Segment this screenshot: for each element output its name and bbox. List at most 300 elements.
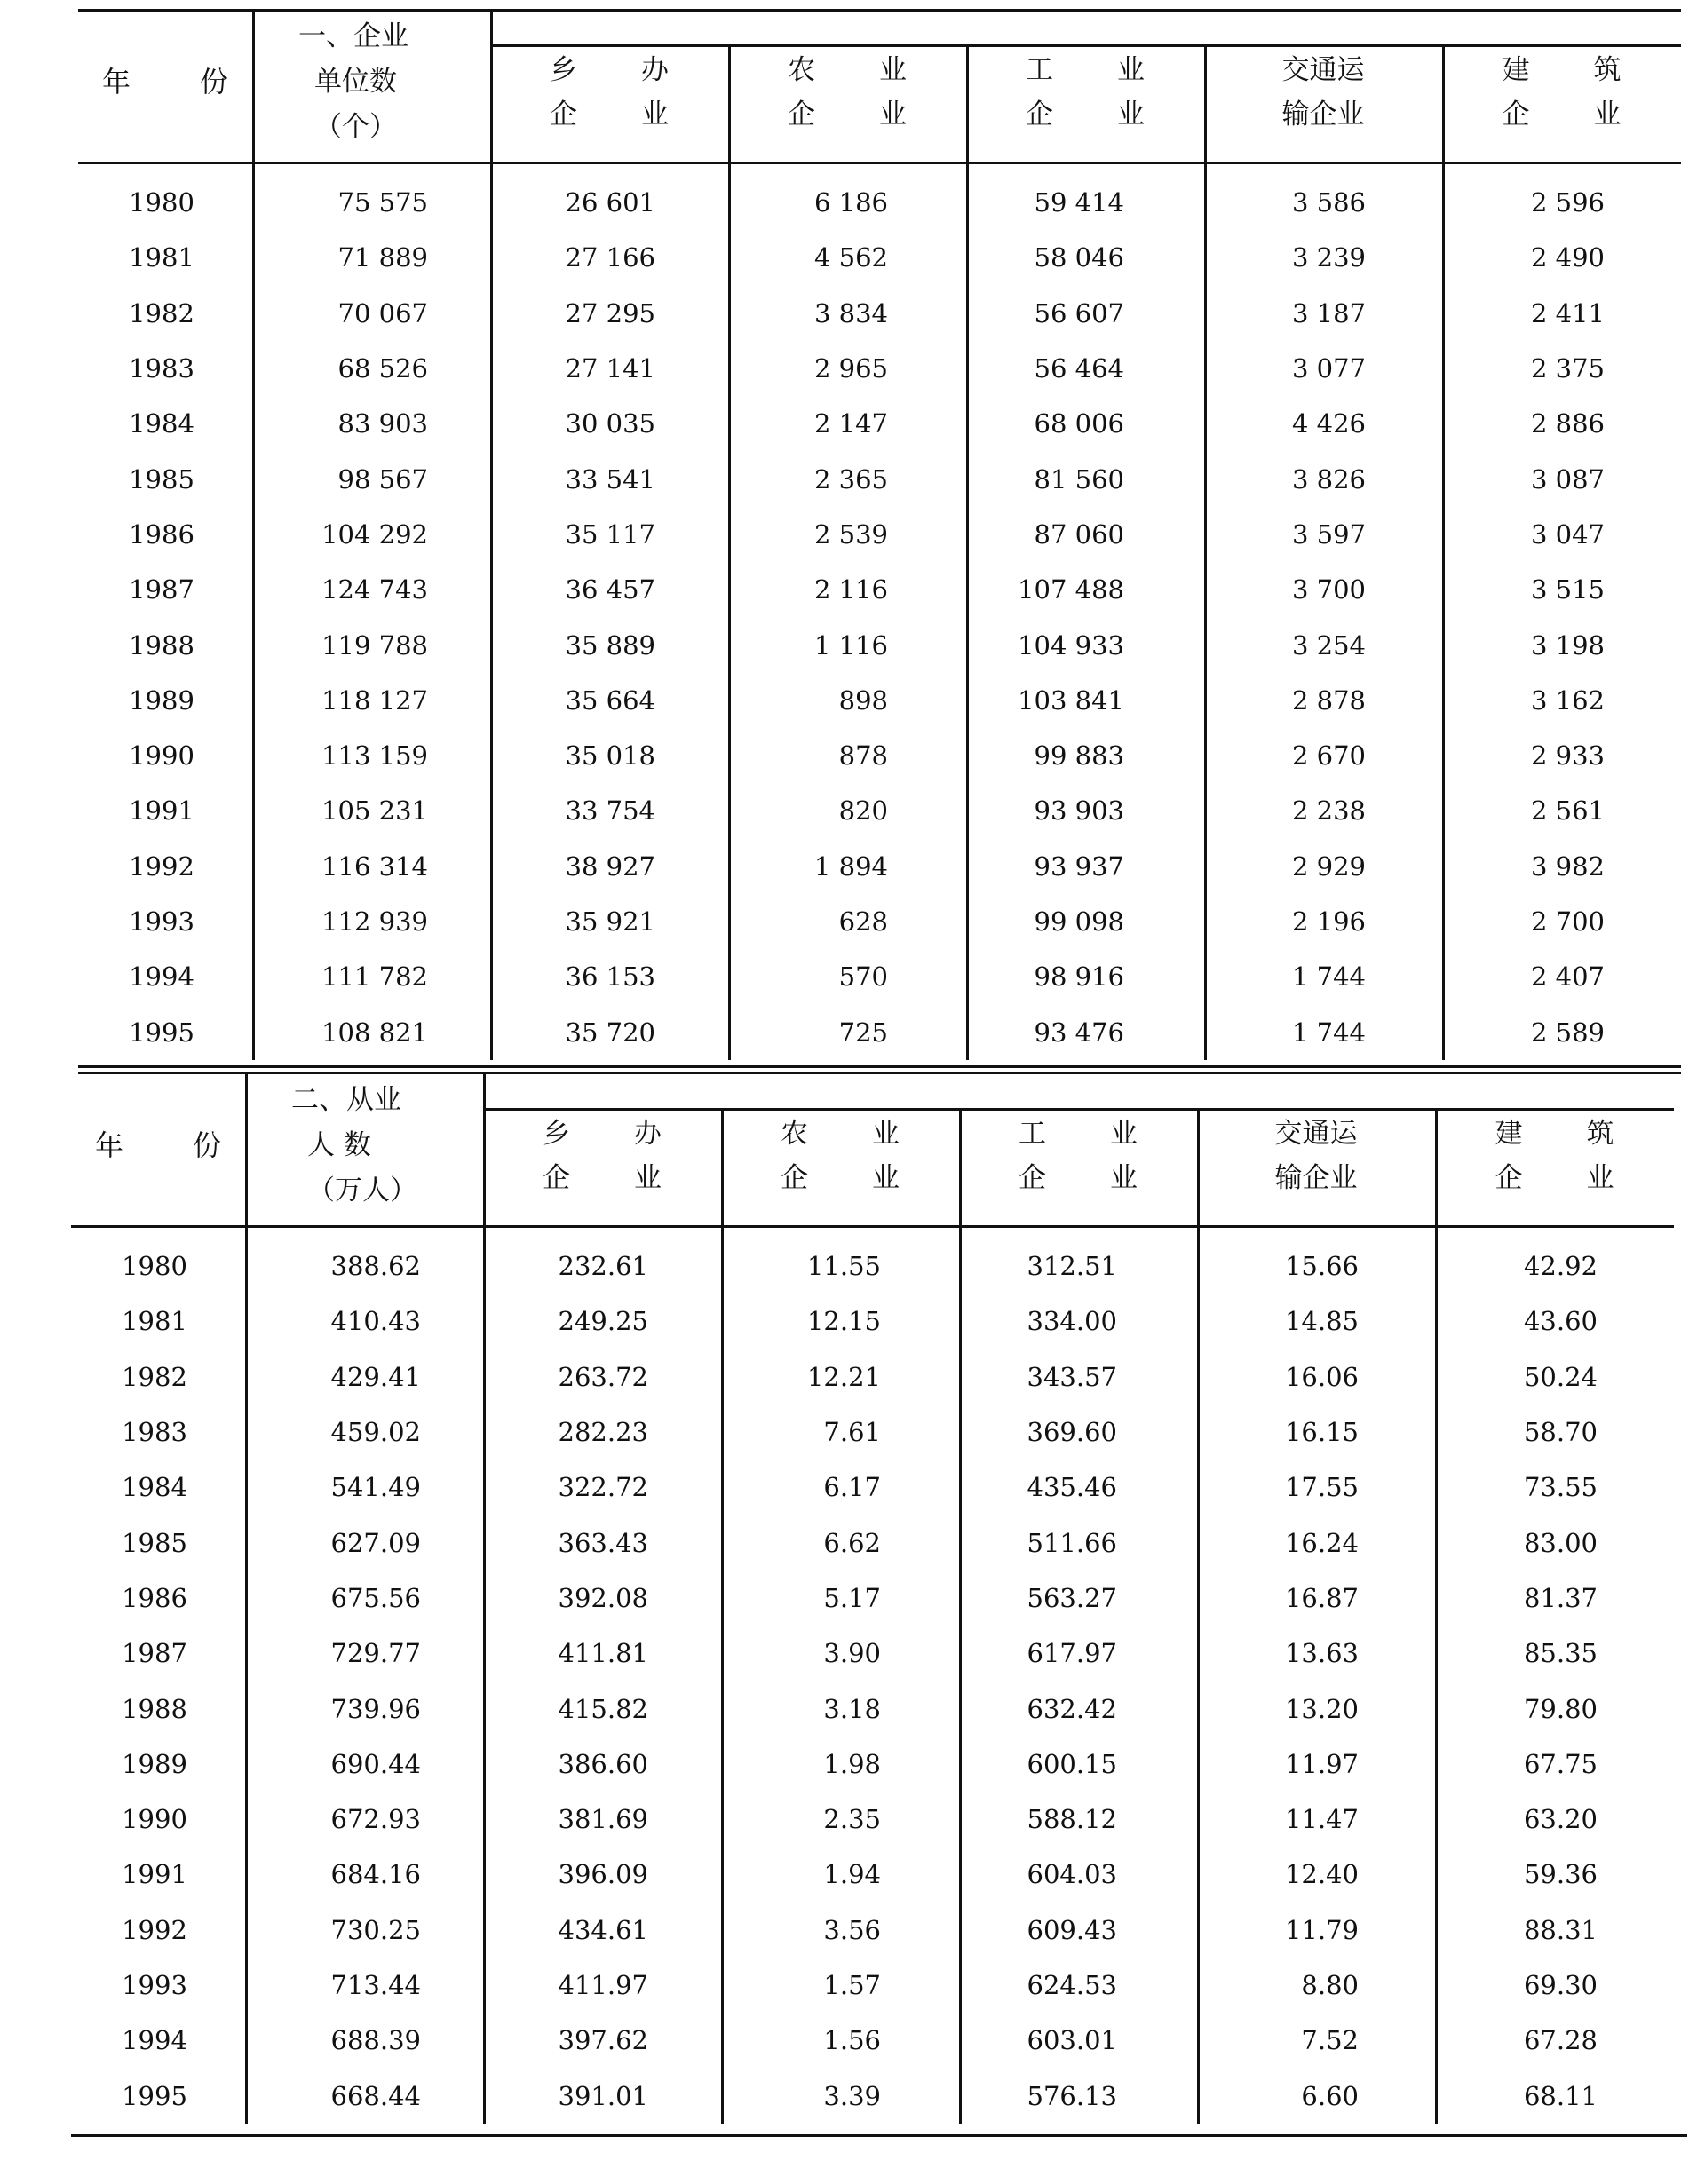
col-header-text: 筑 bbox=[1593, 54, 1622, 86]
section1-col-header bbox=[728, 48, 966, 137]
col-header-text: 业 bbox=[634, 1162, 662, 1194]
value-cell: 1.56 bbox=[823, 2025, 881, 2056]
value-cell: 26 601 bbox=[565, 187, 655, 218]
value-cell: 35 921 bbox=[565, 906, 655, 937]
col-header-text: 农 bbox=[788, 54, 815, 86]
value-cell: 6.62 bbox=[823, 1527, 881, 1558]
col-header-line bbox=[959, 1156, 1197, 1200]
value-cell: 3 077 bbox=[1291, 353, 1366, 384]
value-cell: 85.35 bbox=[1523, 1638, 1598, 1669]
table-row bbox=[71, 1405, 1674, 1460]
year-cell: 1987 bbox=[122, 1638, 187, 1669]
value-cell: 392.08 bbox=[558, 1582, 648, 1613]
value-cell: 415.82 bbox=[558, 1693, 648, 1724]
value-cell: 81 560 bbox=[1034, 463, 1124, 495]
col-header-text: 业 bbox=[879, 54, 907, 86]
value-cell: 7.61 bbox=[823, 1417, 881, 1448]
value-cell: 3 087 bbox=[1530, 463, 1605, 495]
col-header-text: 企 bbox=[788, 99, 815, 131]
column-divider bbox=[245, 1074, 248, 1225]
col-header-text: 业 bbox=[641, 99, 669, 131]
col-header-line bbox=[728, 48, 966, 92]
col-header-line bbox=[966, 48, 1204, 92]
col-header-text: 业 bbox=[1117, 99, 1145, 131]
year-cell: 1989 bbox=[122, 1748, 187, 1779]
subheader-rule bbox=[483, 1108, 1674, 1111]
year-cell: 1981 bbox=[129, 242, 194, 273]
year-cell: 1984 bbox=[122, 1472, 187, 1503]
value-cell: 98 567 bbox=[337, 463, 428, 495]
section2-table bbox=[71, 1074, 1674, 2134]
value-cell: 3.56 bbox=[823, 1914, 881, 1945]
value-cell: 30 035 bbox=[565, 408, 655, 439]
value-cell: 103 841 bbox=[1018, 684, 1124, 716]
value-cell: 93 937 bbox=[1034, 851, 1124, 882]
value-cell: 604.03 bbox=[1027, 1859, 1117, 1890]
col-header-line bbox=[1435, 1156, 1674, 1200]
section1-col-header bbox=[490, 48, 728, 137]
value-cell: 411.81 bbox=[558, 1638, 648, 1669]
year-cell: 1989 bbox=[129, 684, 194, 716]
value-cell: 112 939 bbox=[321, 906, 428, 937]
value-cell: 8.80 bbox=[1301, 1970, 1359, 2000]
col-header-text: 工 bbox=[1026, 54, 1053, 86]
year-cell: 1990 bbox=[129, 740, 194, 772]
value-cell: 33 754 bbox=[565, 795, 655, 827]
value-cell: 2 886 bbox=[1530, 408, 1605, 439]
table-row bbox=[71, 1515, 1674, 1570]
section1-col-header bbox=[1204, 48, 1442, 137]
value-cell: 617.97 bbox=[1027, 1638, 1117, 1669]
col-header-text: 业 bbox=[1586, 1162, 1614, 1194]
table-row bbox=[78, 839, 1681, 894]
value-cell: 11.47 bbox=[1284, 1804, 1359, 1835]
value-cell: 7.52 bbox=[1301, 2025, 1359, 2056]
subheader-rule bbox=[490, 44, 1681, 47]
value-cell: 282.23 bbox=[558, 1417, 648, 1448]
value-cell: 43.60 bbox=[1523, 1306, 1598, 1337]
value-cell: 99 098 bbox=[1034, 906, 1124, 937]
value-cell: 17.55 bbox=[1284, 1472, 1359, 1503]
value-cell: 410.43 bbox=[330, 1306, 421, 1337]
value-cell: 3.18 bbox=[823, 1693, 881, 1724]
col-header-text: 乡 bbox=[543, 1118, 570, 1150]
col-header-text: 办 bbox=[634, 1118, 662, 1150]
section1-table bbox=[78, 11, 1681, 1071]
value-cell: 16.24 bbox=[1284, 1527, 1359, 1558]
total-header-line: （万人） bbox=[307, 1175, 417, 1207]
value-cell: 35 664 bbox=[565, 684, 655, 716]
col-header-text: 业 bbox=[1117, 54, 1145, 86]
value-cell: 570 bbox=[838, 961, 888, 993]
year-cell: 1988 bbox=[122, 1693, 187, 1724]
col-header-line bbox=[1442, 48, 1681, 92]
value-cell: 11.79 bbox=[1284, 1914, 1359, 1945]
value-cell: 83.00 bbox=[1523, 1527, 1598, 1558]
table-row bbox=[71, 1460, 1674, 1515]
value-cell: 2 933 bbox=[1530, 740, 1605, 772]
table-row bbox=[78, 286, 1681, 341]
value-cell: 369.60 bbox=[1027, 1417, 1117, 1448]
value-cell: 35 889 bbox=[565, 629, 655, 661]
table-row bbox=[78, 728, 1681, 783]
value-cell: 104 933 bbox=[1018, 629, 1124, 661]
value-cell: 11.97 bbox=[1284, 1748, 1359, 1779]
value-cell: 68 526 bbox=[337, 353, 428, 384]
value-cell: 63.20 bbox=[1523, 1804, 1598, 1835]
col-header-text: 企 bbox=[550, 99, 577, 131]
value-cell: 6 186 bbox=[813, 187, 888, 218]
col-header-text: 输企业 bbox=[1274, 1162, 1358, 1194]
table-row bbox=[78, 617, 1681, 672]
table-row bbox=[78, 396, 1681, 451]
value-cell: 3 254 bbox=[1291, 629, 1366, 661]
value-cell: 386.60 bbox=[558, 1748, 648, 1779]
value-cell: 1 894 bbox=[813, 851, 888, 882]
section1-col-header bbox=[1442, 48, 1681, 137]
value-cell: 2 407 bbox=[1530, 961, 1605, 993]
section2-col-header bbox=[1435, 1112, 1674, 1200]
value-cell: 11.55 bbox=[806, 1251, 881, 1282]
value-cell: 2 365 bbox=[813, 463, 888, 495]
value-cell: 343.57 bbox=[1027, 1361, 1117, 1392]
total-header-line: 一、企业 bbox=[298, 20, 408, 52]
value-cell: 6.60 bbox=[1301, 2080, 1359, 2111]
value-cell: 1 744 bbox=[1291, 1017, 1366, 1048]
value-cell: 59 414 bbox=[1034, 187, 1124, 218]
value-cell: 334.00 bbox=[1027, 1306, 1117, 1337]
year-cell: 1983 bbox=[122, 1417, 187, 1448]
col-header-line bbox=[1435, 1112, 1674, 1156]
col-header-line bbox=[728, 92, 966, 137]
col-header-line bbox=[490, 92, 728, 137]
section2-col-header bbox=[483, 1112, 721, 1200]
section2-col-header bbox=[1197, 1112, 1435, 1200]
value-cell: 263.72 bbox=[558, 1361, 648, 1392]
table-row bbox=[71, 1571, 1674, 1626]
value-cell: 68.11 bbox=[1523, 2080, 1598, 2111]
value-cell: 27 295 bbox=[565, 297, 655, 328]
value-cell: 58 046 bbox=[1034, 242, 1124, 273]
section1-header bbox=[78, 11, 1681, 164]
value-cell: 58.70 bbox=[1523, 1417, 1598, 1448]
col-header-text: 业 bbox=[1110, 1118, 1138, 1150]
col-header-text: 筑 bbox=[1586, 1118, 1614, 1150]
value-cell: 13.20 bbox=[1284, 1693, 1359, 1724]
value-cell: 12.15 bbox=[806, 1306, 881, 1337]
value-cell: 322.72 bbox=[558, 1472, 648, 1503]
value-cell: 2 589 bbox=[1530, 1017, 1605, 1048]
year-cell: 1980 bbox=[122, 1251, 187, 1282]
value-cell: 232.61 bbox=[558, 1251, 648, 1282]
value-cell: 124 743 bbox=[321, 574, 428, 605]
value-cell: 79.80 bbox=[1523, 1693, 1598, 1724]
value-cell: 3 834 bbox=[813, 297, 888, 328]
value-cell: 2 965 bbox=[813, 353, 888, 384]
value-cell: 730.25 bbox=[330, 1914, 421, 1945]
value-cell: 75 575 bbox=[337, 187, 428, 218]
table-row bbox=[71, 2068, 1674, 2123]
value-cell: 688.39 bbox=[330, 2025, 421, 2056]
value-cell: 2.35 bbox=[823, 1804, 881, 1835]
total-header-line: 人 数 bbox=[307, 1129, 371, 1161]
value-cell: 81.37 bbox=[1523, 1582, 1598, 1613]
table-row bbox=[78, 230, 1681, 285]
col-header-text: 输企业 bbox=[1281, 99, 1365, 131]
col-header-text: 企 bbox=[781, 1162, 808, 1194]
year-cell: 1992 bbox=[129, 851, 194, 882]
col-header-text: 交通运 bbox=[1274, 1118, 1358, 1150]
year-cell: 1991 bbox=[129, 795, 194, 827]
value-cell: 3 515 bbox=[1530, 574, 1605, 605]
value-cell: 3 187 bbox=[1291, 297, 1366, 328]
year-cell: 1994 bbox=[122, 2025, 187, 2056]
value-cell: 2 238 bbox=[1291, 795, 1366, 827]
col-header-text: 农 bbox=[781, 1118, 808, 1150]
col-header-text: 业 bbox=[1593, 99, 1622, 131]
value-cell: 249.25 bbox=[558, 1306, 648, 1337]
value-cell: 729.77 bbox=[330, 1638, 421, 1669]
value-cell: 1.94 bbox=[823, 1859, 881, 1890]
value-cell: 27 141 bbox=[565, 353, 655, 384]
table-row bbox=[71, 2013, 1674, 2068]
value-cell: 576.13 bbox=[1027, 2080, 1117, 2111]
value-cell: 56 464 bbox=[1034, 353, 1124, 384]
value-cell: 99 883 bbox=[1034, 740, 1124, 772]
col-header-line bbox=[1442, 92, 1681, 137]
col-header-text: 业 bbox=[879, 99, 907, 131]
col-header-text: 乡 bbox=[550, 54, 577, 86]
value-cell: 2 561 bbox=[1530, 795, 1605, 827]
value-cell: 1.98 bbox=[823, 1748, 881, 1779]
year-cell: 1985 bbox=[122, 1527, 187, 1558]
value-cell: 541.49 bbox=[330, 1472, 421, 1503]
section-divider bbox=[78, 1065, 1681, 1074]
value-cell: 429.41 bbox=[330, 1361, 421, 1392]
value-cell: 36 457 bbox=[565, 574, 655, 605]
year-cell: 1984 bbox=[129, 408, 194, 439]
col-header-line bbox=[1204, 48, 1442, 92]
value-cell: 2 116 bbox=[813, 574, 888, 605]
value-cell: 459.02 bbox=[330, 1417, 421, 1448]
value-cell: 13.63 bbox=[1284, 1638, 1359, 1669]
value-cell: 312.51 bbox=[1027, 1251, 1117, 1282]
year-header-char: 年 bbox=[94, 1128, 123, 1162]
value-cell: 35 720 bbox=[565, 1017, 655, 1048]
value-cell: 725 bbox=[838, 1017, 888, 1048]
value-cell: 388.62 bbox=[330, 1251, 421, 1282]
year-cell: 1986 bbox=[122, 1582, 187, 1613]
year-cell: 1994 bbox=[129, 961, 194, 993]
value-cell: 1.57 bbox=[823, 1970, 881, 2000]
col-header-text: 业 bbox=[872, 1162, 900, 1194]
value-cell: 600.15 bbox=[1027, 1748, 1117, 1779]
col-header-text: 企 bbox=[1026, 99, 1053, 131]
col-header-line bbox=[959, 1112, 1197, 1156]
section1-col-header bbox=[966, 48, 1204, 137]
value-cell: 111 782 bbox=[321, 961, 428, 993]
value-cell: 391.01 bbox=[558, 2080, 648, 2111]
value-cell: 12.40 bbox=[1284, 1859, 1359, 1890]
value-cell: 67.75 bbox=[1523, 1748, 1598, 1779]
value-cell: 36 153 bbox=[565, 961, 655, 993]
year-cell: 1990 bbox=[122, 1804, 187, 1835]
col-header-text: 业 bbox=[1110, 1162, 1138, 1194]
value-cell: 83 903 bbox=[337, 408, 428, 439]
value-cell: 38 927 bbox=[565, 851, 655, 882]
value-cell: 511.66 bbox=[1027, 1527, 1117, 1558]
bottom-rule bbox=[71, 2134, 1687, 2137]
value-cell: 93 903 bbox=[1034, 795, 1124, 827]
table-row bbox=[78, 507, 1681, 562]
value-cell: 2 147 bbox=[813, 408, 888, 439]
value-cell: 3 198 bbox=[1530, 629, 1605, 661]
section2-total-header bbox=[291, 1078, 469, 1214]
col-header-text: 企 bbox=[1495, 1162, 1523, 1194]
value-cell: 668.44 bbox=[330, 2080, 421, 2111]
value-cell: 5.17 bbox=[823, 1582, 881, 1613]
col-header-text: 企 bbox=[543, 1162, 570, 1194]
value-cell: 624.53 bbox=[1027, 1970, 1117, 2000]
section2-year-header bbox=[71, 1123, 245, 1164]
value-cell: 3 597 bbox=[1291, 518, 1366, 550]
value-cell: 3.39 bbox=[823, 2080, 881, 2111]
value-cell: 15.66 bbox=[1284, 1251, 1359, 1282]
value-cell: 2 490 bbox=[1530, 242, 1605, 273]
value-cell: 3 982 bbox=[1530, 851, 1605, 882]
table-row bbox=[71, 1903, 1674, 1958]
col-header-text: 企 bbox=[1019, 1162, 1046, 1194]
value-cell: 16.15 bbox=[1284, 1417, 1359, 1448]
value-cell: 108 821 bbox=[321, 1017, 428, 1048]
col-header-text: 建 bbox=[1495, 1118, 1523, 1150]
section2-header bbox=[71, 1074, 1674, 1228]
col-header-text: 建 bbox=[1502, 54, 1530, 86]
table-row bbox=[71, 1238, 1674, 1294]
value-cell: 2 878 bbox=[1291, 684, 1366, 716]
value-cell: 3 162 bbox=[1530, 684, 1605, 716]
value-cell: 2 539 bbox=[813, 518, 888, 550]
value-cell: 88.31 bbox=[1523, 1914, 1598, 1945]
value-cell: 35 117 bbox=[565, 518, 655, 550]
table-row bbox=[78, 562, 1681, 617]
value-cell: 672.93 bbox=[330, 1804, 421, 1835]
value-cell: 87 060 bbox=[1034, 518, 1124, 550]
value-cell: 42.92 bbox=[1523, 1251, 1598, 1282]
year-cell: 1982 bbox=[122, 1361, 187, 1392]
table-row bbox=[71, 1847, 1674, 1902]
value-cell: 3 826 bbox=[1291, 463, 1366, 495]
year-cell: 1992 bbox=[122, 1914, 187, 1945]
table-row bbox=[78, 673, 1681, 728]
value-cell: 70 067 bbox=[337, 297, 428, 328]
year-cell: 1993 bbox=[129, 906, 194, 937]
table-row bbox=[71, 1626, 1674, 1681]
value-cell: 684.16 bbox=[330, 1859, 421, 1890]
table-row bbox=[78, 894, 1681, 949]
value-cell: 739.96 bbox=[330, 1693, 421, 1724]
table-row bbox=[71, 1681, 1674, 1736]
col-header-line bbox=[1204, 92, 1442, 137]
section-employment bbox=[71, 1074, 1674, 2137]
value-cell: 381.69 bbox=[558, 1804, 648, 1835]
year-cell: 1982 bbox=[129, 297, 194, 328]
value-cell: 434.61 bbox=[558, 1914, 648, 1945]
value-cell: 2 375 bbox=[1530, 353, 1605, 384]
value-cell: 632.42 bbox=[1027, 1693, 1117, 1724]
section2-col-header bbox=[721, 1112, 959, 1200]
section-enterprise-units bbox=[78, 11, 1681, 1071]
section2-body bbox=[71, 1228, 1674, 2134]
col-header-text: 交通运 bbox=[1281, 54, 1365, 86]
value-cell: 27 166 bbox=[565, 242, 655, 273]
table-row bbox=[71, 1958, 1674, 2013]
value-cell: 16.06 bbox=[1284, 1361, 1359, 1392]
value-cell: 56 607 bbox=[1034, 297, 1124, 328]
value-cell: 3 239 bbox=[1291, 242, 1366, 273]
value-cell: 107 488 bbox=[1018, 574, 1124, 605]
value-cell: 12.21 bbox=[806, 1361, 881, 1392]
value-cell: 116 314 bbox=[321, 851, 428, 882]
value-cell: 2 670 bbox=[1291, 740, 1366, 772]
value-cell: 3 700 bbox=[1291, 574, 1366, 605]
col-header-text: 工 bbox=[1019, 1118, 1046, 1150]
value-cell: 1 116 bbox=[813, 629, 888, 661]
value-cell: 16.87 bbox=[1284, 1582, 1359, 1613]
value-cell: 713.44 bbox=[330, 1970, 421, 2000]
table-row bbox=[78, 451, 1681, 506]
table-row bbox=[78, 341, 1681, 396]
value-cell: 588.12 bbox=[1027, 1804, 1117, 1835]
col-header-line bbox=[1197, 1156, 1435, 1200]
value-cell: 675.56 bbox=[330, 1582, 421, 1613]
column-divider bbox=[252, 11, 255, 162]
value-cell: 435.46 bbox=[1027, 1472, 1117, 1503]
value-cell: 1 744 bbox=[1291, 961, 1366, 993]
col-header-line bbox=[483, 1156, 721, 1200]
value-cell: 71 889 bbox=[337, 242, 428, 273]
col-header-line bbox=[966, 92, 1204, 137]
value-cell: 50.24 bbox=[1523, 1361, 1598, 1392]
year-cell: 1980 bbox=[129, 187, 194, 218]
table-row bbox=[78, 949, 1681, 1004]
value-cell: 3.90 bbox=[823, 1638, 881, 1669]
value-cell: 67.28 bbox=[1523, 2025, 1598, 2056]
value-cell: 98 916 bbox=[1034, 961, 1124, 993]
value-cell: 4 562 bbox=[813, 242, 888, 273]
year-header-char: 年 bbox=[101, 65, 131, 99]
value-cell: 603.01 bbox=[1027, 2025, 1117, 2056]
value-cell: 6.17 bbox=[823, 1472, 881, 1503]
value-cell: 396.09 bbox=[558, 1859, 648, 1890]
value-cell: 93 476 bbox=[1034, 1017, 1124, 1048]
value-cell: 33 541 bbox=[565, 463, 655, 495]
col-header-text: 业 bbox=[872, 1118, 900, 1150]
year-cell: 1986 bbox=[129, 518, 194, 550]
value-cell: 820 bbox=[838, 795, 888, 827]
value-cell: 2 411 bbox=[1530, 297, 1605, 328]
table-row bbox=[71, 1349, 1674, 1405]
value-cell: 69.30 bbox=[1523, 1970, 1598, 2000]
section2-col-header bbox=[959, 1112, 1197, 1200]
table-row bbox=[71, 1294, 1674, 1349]
value-cell: 628 bbox=[838, 906, 888, 937]
year-cell: 1995 bbox=[122, 2080, 187, 2111]
value-cell: 59.36 bbox=[1523, 1859, 1598, 1890]
year-cell: 1981 bbox=[122, 1306, 187, 1337]
value-cell: 2 700 bbox=[1530, 906, 1605, 937]
total-header-line: （个） bbox=[314, 111, 397, 143]
